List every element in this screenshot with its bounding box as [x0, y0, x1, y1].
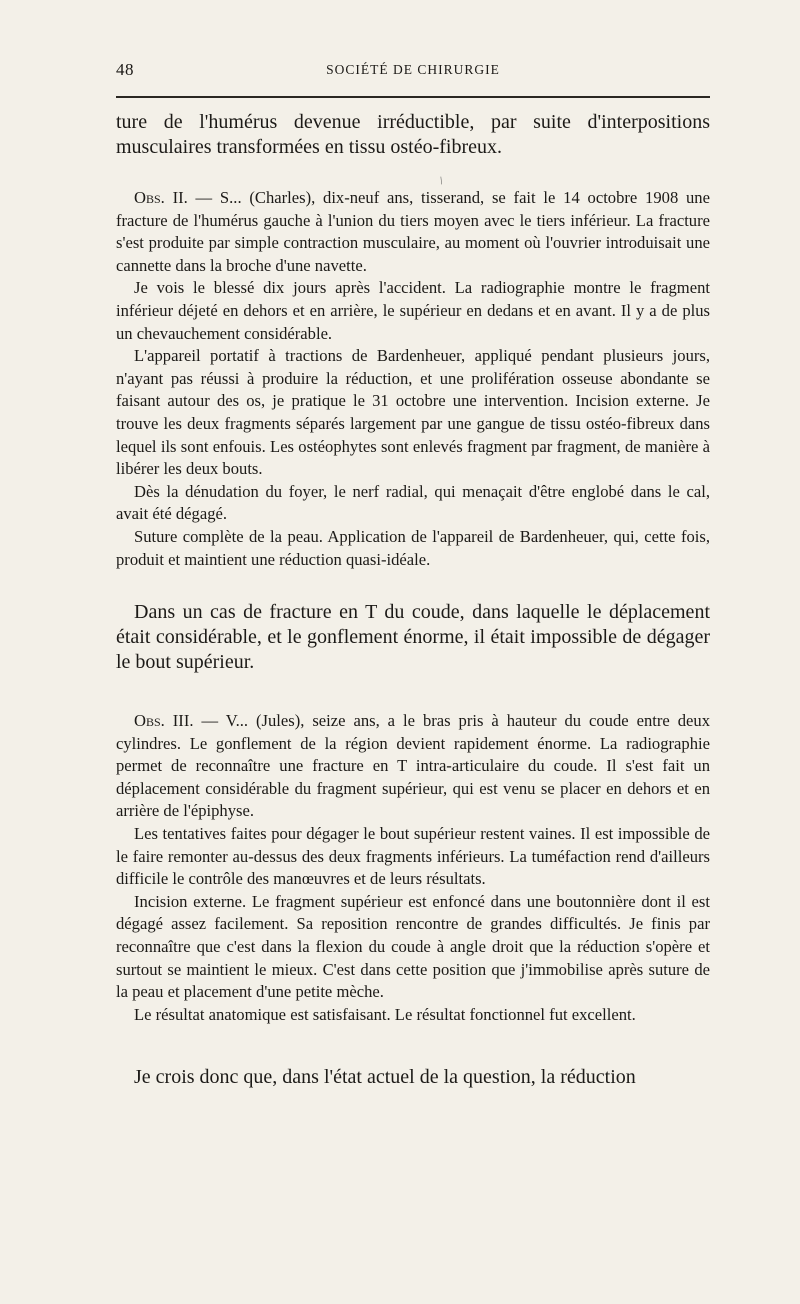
page-header	[116, 60, 710, 84]
observation-3-paragraph-4: Le résultat anatomique est satisfaisant. Le résultat fonctionnel fut excellent.	[134, 1004, 636, 1024]
page-body	[116, 110, 710, 1090]
observation-3-paragraph-2: Les tentatives faites pour dégager le bout supérieur restent vaines. Il est impossible de le faire remonter au-dessus des deux fragments inférieurs. La tuméfaction rend d'ailleurs difficile le contrôle des manœuvres et de leurs résultats.	[116, 824, 710, 889]
observation-2-label: Obs. II.	[134, 188, 188, 207]
observation-3-text: — V... (Jules), seize ans, a le bras pris à hauteur du coude entre deux cylindres. Le gonflement de la région devient rapidement énorme. La radiographie permet de reconnaître une fracture en T intra-articulaire du coude. Il s'est fait un déplacement considérable du fragment supérieur, qui est venu se placer en dehors et en arrière de l'épiphyse.	[116, 711, 710, 821]
observation-2-paragraph-4: Dès la dénudation du foyer, le nerf radial, qui menaçait d'être englobé dans le cal, avait été dégagé.	[116, 481, 710, 524]
paragraph-continuation: ture de l'humérus devenue irréductible, par suite d'interpositions musculaires transformées en tissu ostéo-fibreux.	[116, 111, 710, 158]
paragraph-fracture-t: Dans un cas de fracture en T du coude, dans laquelle le déplacement était considérable, et le gonflement énorme, il était impossible de dégager le bout supérieur.	[116, 601, 710, 674]
observation-3-label: Obs. III.	[134, 711, 194, 731]
observation-2-intro	[116, 187, 710, 277]
observation-2-paragraph-5: Suture complète de la peau. Application de l'appareil de Bardenheuer, qui, cette fois, produit et maintient une réduction quasi-idéale.	[116, 526, 710, 569]
observation-3-intro	[116, 710, 710, 823]
paragraph-conclusion: Je crois donc que, dans l'état actuel de la question, la réduction	[134, 1066, 636, 1089]
observation-2-paragraph-3: L'appareil portatif à tractions de Bardenheuer, appliqué pendant plusieurs jours, n'ayant pas réussi à produire la réduction, et une prolifération osseuse abondante se faisant autour des os, je pratique le 31 octobre une intervention. Incision externe. Je trouve les deux fragments séparés largement par une gangue de tissu ostéo-fibreux dans lequel ils sont enfouis. Les ostéophytes sont enlevés fragment par fragment, de manière à libérer les deux bouts.	[116, 346, 710, 479]
header-rule	[116, 96, 710, 98]
observation-2-paragraph-2: Je vois le blessé dix jours après l'accident. La radiographie montre le fragment inférieur déjeté en dehors et en arrière, le supérieur en dedans et en avant. Il y a de plus un chevauchement considérable.	[116, 278, 710, 343]
observation-2-text: — S... (Charles), dix-neuf ans, tisserand, se fait le 14 octobre 1908 une fracture de l'humérus gauche à l'union du tiers moyen avec le tiers inférieur. La fracture s'est produite par simple contraction musculaire, au moment où l'ouvrier introduisait une cannette dans la broche d'une navette.	[116, 188, 710, 275]
observation-3-paragraph-3: Incision externe. Le fragment supérieur est enfoncé dans une boutonnière dont il est dégagé assez facilement. Sa reposition rencontre de grandes difficultés. Je finis par reconnaître que c'est dans la flexion du coude à angle droit que la réduction s'opère et surtout se maintient le mieux. C'est dans cette position que j'immobilise après suture de la peau et placement d'une petite mèche.	[116, 891, 710, 1002]
running-head: SOCIÉTÉ DE CHIRURGIE	[326, 62, 500, 77]
stray-mark: /	[437, 174, 446, 188]
page-number: 48	[116, 60, 134, 79]
